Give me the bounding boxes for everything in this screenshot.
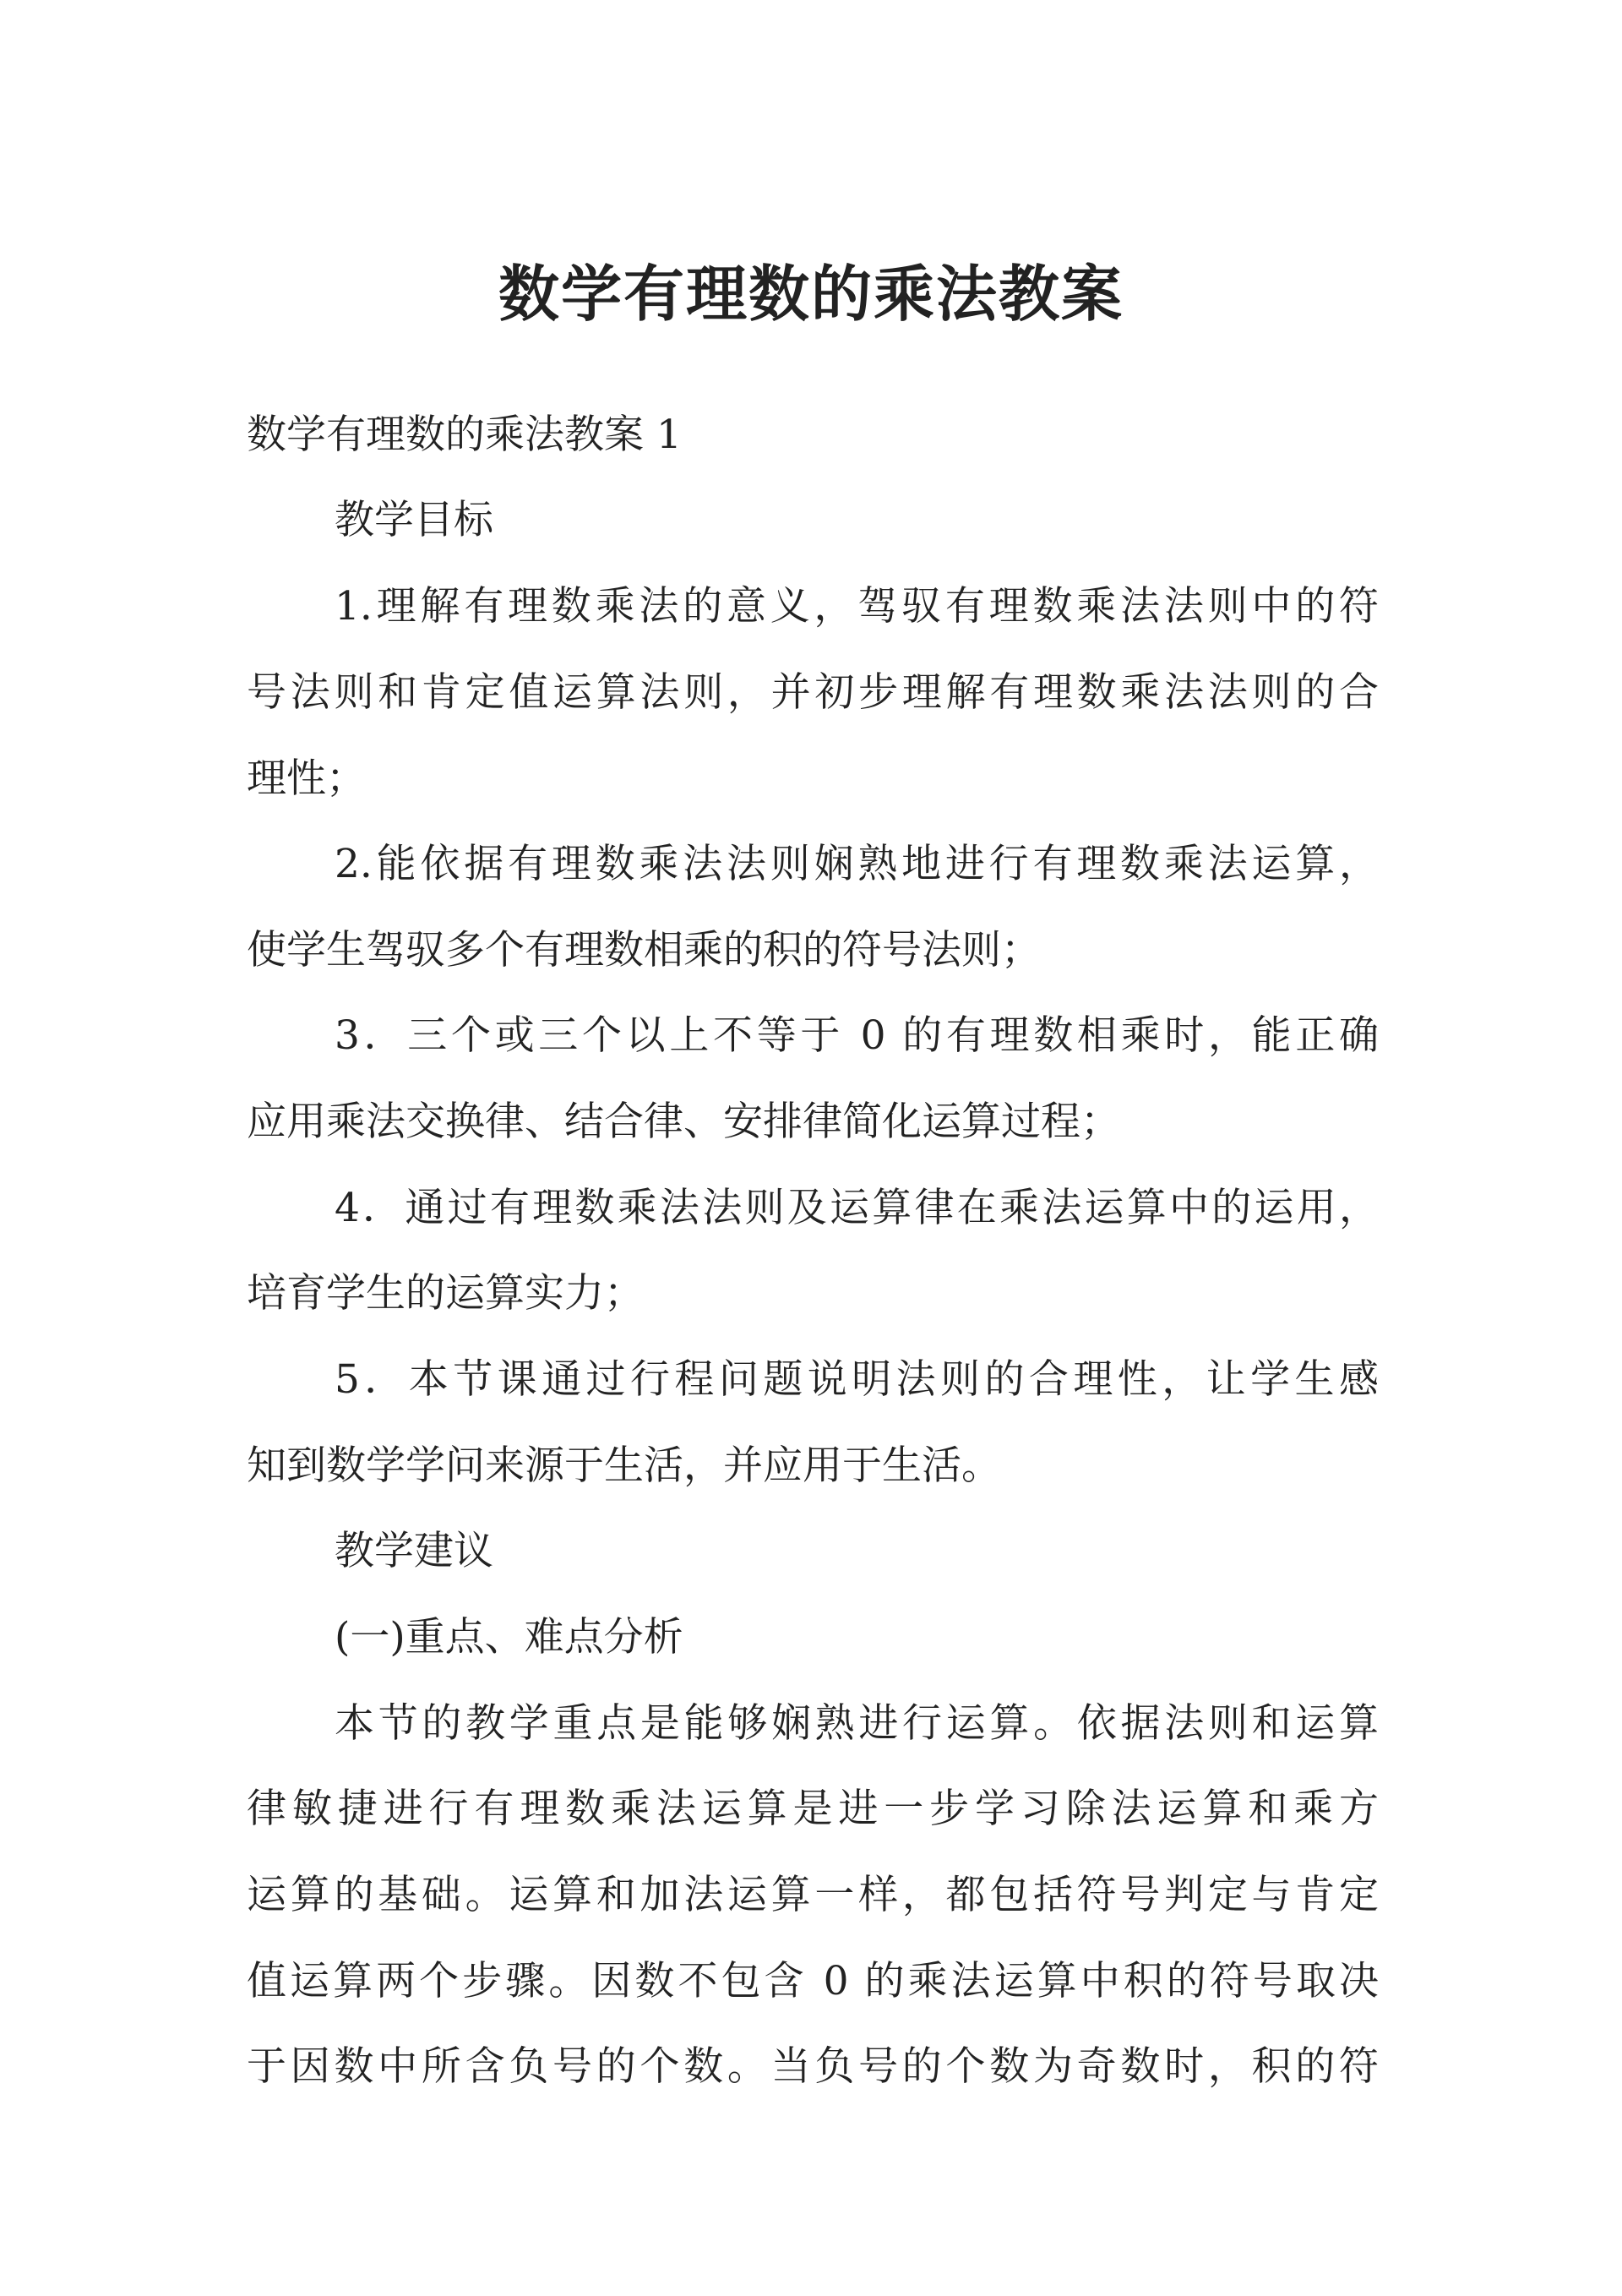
text-line: 号法则和肯定值运算法则，并初步理解有理数乘法法则的合: [247, 669, 1379, 716]
text-line: 值运算两个步骤。因数不包含 0 的乘法运算中积的符号取决: [247, 1958, 1379, 2004]
text-line: 理性；: [247, 755, 366, 802]
text-line: 应用乘法交换律、结合律、安排律简化运算过程；: [247, 1099, 1120, 1145]
text-line: 运算的基础。运算和加法运算一样，都包括符号判定与肯定: [247, 1872, 1379, 1918]
text-line: 知到数学学问来源于生活，并应用于生活。: [247, 1442, 1001, 1489]
section-heading: 数学有理数的乘法教案 1: [247, 412, 682, 458]
text-line: 使学生驾驭多个有理数相乘的积的符号法则；: [247, 927, 1041, 973]
subheading-teaching-suggestions: 教学建议: [335, 1528, 493, 1574]
text-line: 律敏捷进行有理数乘法运算是进一步学习除法运算和乘方: [247, 1786, 1379, 1832]
document-title: 数学有理数的乘法教案: [498, 258, 1124, 330]
text-line: 培育学生的运算实力；: [247, 1270, 644, 1317]
text-line: 于因数中所含负号的个数。当负号的个数为奇数时，积的符: [247, 2043, 1379, 2090]
text-line: 5．本节课通过行程问题说明法则的合理性，让学生感: [335, 1356, 1379, 1403]
text-line: 3．三个或三个以上不等于 0 的有理数相乘时，能正确: [335, 1012, 1379, 1059]
text-line: 4．通过有理数乘法法则及运算律在乘法运算中的运用，: [335, 1185, 1379, 1231]
subheading-key-points: (一)重点、难点分析: [335, 1614, 683, 1661]
subheading-teaching-goals: 教学目标: [335, 497, 493, 543]
text-line: 2.能依据有理数乘法法则娴熟地进行有理数乘法运算，: [335, 841, 1379, 887]
text-line: 1.理解有理数乘法的意义，驾驭有理数乘法法则中的符: [335, 583, 1379, 630]
text-line: 本节的教学重点是能够娴熟进行运算。依据法则和运算: [335, 1700, 1379, 1747]
